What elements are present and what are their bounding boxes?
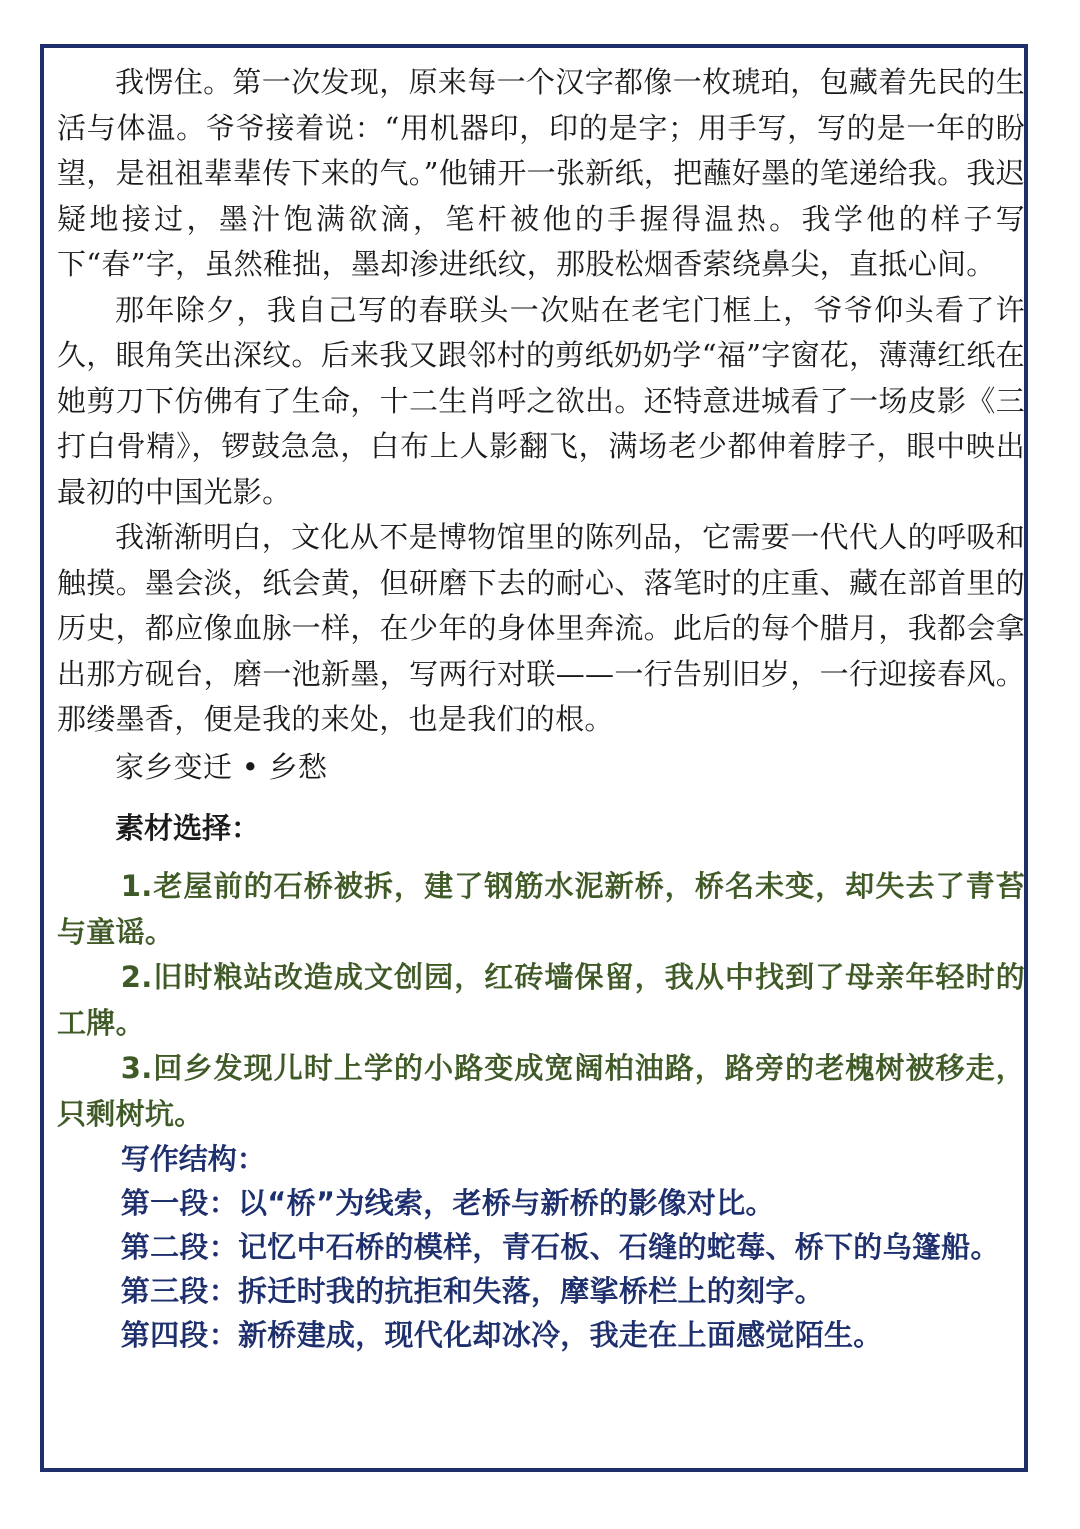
- topic-tag: 家乡变迁 • 乡愁: [115, 749, 328, 784]
- essay-paragraph-1: 我愣住。第一次发现，原来每一个汉字都像一枚琥珀，包藏着先民的生活与体温。爷爷接着说：“用机器印，印的是字；用手写，写的是一年的盼望，是祖祖辈辈传下来的气。”他铺开一张新纸，把蘸好墨的笔递给我。我迟疑地接过，墨汁饱满欲滴，笔杆被他的手握得温热。我学他的样子写下“春”字，虽然稚拙，墨却渗进纸纹，那股松烟香萦绕鼻尖，直抵心间。: [57, 65, 1025, 281]
- structure-item-3: 第三段：拆迁时我的抗拒和失落，摩挲桥栏上的刻字。: [120, 1274, 824, 1308]
- structure-item-4: 第四段：新桥建成，现代化却冰冷，我走在上面感觉陌生。: [120, 1318, 883, 1352]
- material-item-1: 1.老屋前的石桥被拆，建了钢筋水泥新桥，桥名未变，却失去了青苔与童谣。: [57, 869, 1025, 949]
- material-item-3: 3.回乡发现儿时上学的小路变成宽阔柏油路，路旁的老槐树被移走，只剩树坑。: [57, 1051, 1025, 1131]
- structure-heading: 写作结构：: [120, 1142, 266, 1176]
- materials-list: [57, 864, 1025, 1137]
- page-content: [57, 60, 1025, 1357]
- essay-paragraph-3: 我渐渐明白，文化从不是博物馆里的陈列品，它需要一代代人的呼吸和触摸。墨会淡，纸会黄，但研磨下去的耐心、落笔时的庄重、藏在部首里的历史，都应像血脉一样，在少年的身体里奔流。此后的每个腊月，我都会拿出那方砚台，磨一池新墨，写两行对联——一行告别旧岁，一行迎接春风。那缕墨香，便是我的来处，也是我们的根。: [57, 520, 1025, 736]
- essay-paragraph-2: 那年除夕，我自己写的春联头一次贴在老宅门框上，爷爷仰头看了许久，眼角笑出深纹。后来我又跟邻村的剪纸奶奶学“福”字窗花，薄薄红纸在她剪刀下仿佛有了生命，十二生肖呼之欲出。还特意进城看了一场皮影《三打白骨精》，锣鼓急急，白布上人影翻飞，满场老少都伸着脖子，眼中映出最初的中国光影。: [57, 292, 1025, 509]
- essay-section: [57, 60, 1025, 790]
- structure-section: [57, 1137, 1025, 1357]
- structure-item-2: 第二段：记忆中石桥的模样，青石板、石缝的蛇莓、桥下的乌篷船。: [120, 1230, 1000, 1264]
- materials-section: [57, 806, 1025, 1137]
- material-item-2: 2.旧时粮站改造成文创园，红砖墙保留，我从中找到了母亲年轻时的工牌。: [57, 960, 1025, 1040]
- materials-heading: 素材选择：: [115, 811, 261, 845]
- structure-item-1: 第一段：以“桥”为线索，老桥与新桥的影像对比。: [120, 1186, 775, 1220]
- page-frame: [40, 44, 1028, 1472]
